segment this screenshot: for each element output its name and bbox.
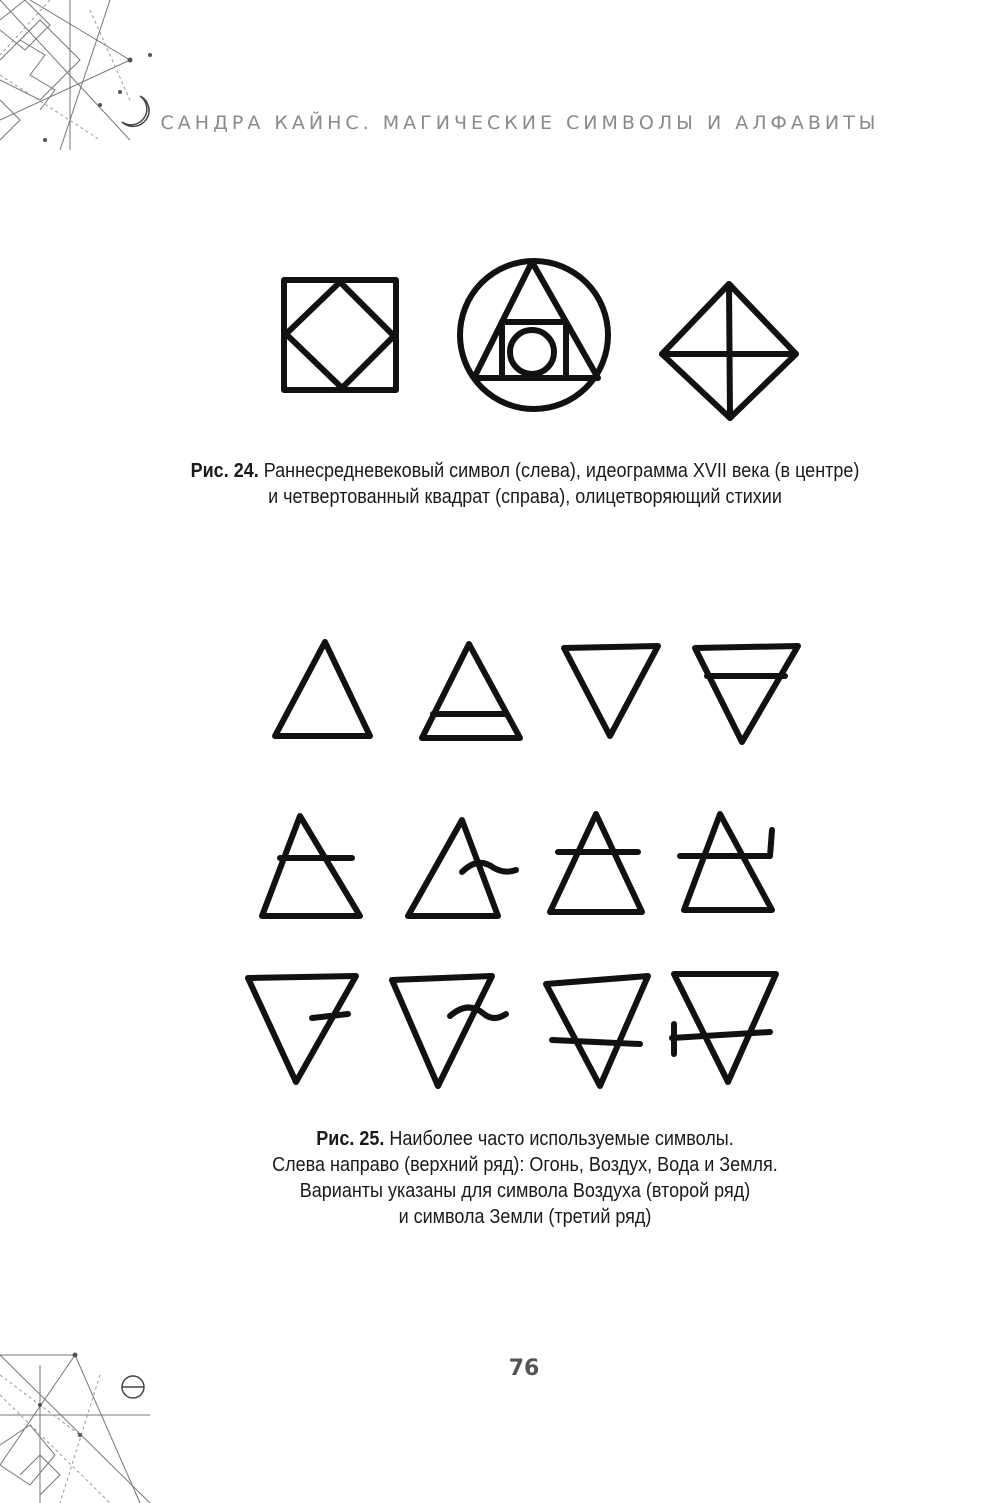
earth-variant-1 bbox=[248, 976, 356, 1082]
figure-25-caption-line4: и символа Земли (третий ряд) bbox=[398, 1206, 652, 1228]
earth-variant-4 bbox=[672, 974, 776, 1082]
square-with-diamond-symbol bbox=[284, 280, 396, 390]
figure-25-caption-line1: Наиболее часто используемые символы. bbox=[384, 1128, 734, 1150]
air-variant-4 bbox=[680, 814, 772, 910]
figure-24-caption-line1: Раннесредневековый символ (слева), идеограмма XVII века (в центре) bbox=[258, 460, 860, 482]
air-variant-1 bbox=[262, 816, 360, 916]
water-symbol bbox=[564, 646, 658, 736]
quartered-diamond-symbol bbox=[662, 284, 796, 418]
geometric-ornament-bottom-icon bbox=[0, 1345, 160, 1503]
figure-24-symbols bbox=[270, 250, 810, 430]
figure-25-label: Рис. 25. bbox=[316, 1128, 385, 1150]
figure-25-caption-line3: Варианты указаны для символа Воздуха (второй ряд) bbox=[299, 1180, 751, 1202]
earth-variant-3 bbox=[546, 976, 648, 1086]
fire-symbol bbox=[275, 642, 370, 736]
circle-triangle-square-circle-symbol bbox=[460, 261, 608, 409]
figure-25-caption-line2: Слева направо (верхний ряд): Огонь, Воздух, Вода и Земля. bbox=[272, 1154, 778, 1176]
air-symbol bbox=[422, 644, 520, 738]
earth-variant-2 bbox=[392, 976, 506, 1086]
air-variant-3 bbox=[550, 814, 642, 912]
air-variant-2 bbox=[408, 820, 516, 916]
earth-symbol bbox=[695, 646, 798, 742]
figure-25-caption bbox=[125, 1126, 926, 1230]
running-header: САНДРА КАЙНС. МАГИЧЕСКИЕ СИМВОЛЫ И АЛФАВИТЫ bbox=[160, 112, 880, 134]
figure-25-element-symbols bbox=[240, 630, 810, 1090]
figure-24-caption-line2: и четвертованный квадрат (справа), олицетворяющий стихии bbox=[268, 486, 782, 508]
page-number: 76 bbox=[508, 1356, 540, 1381]
figure-24-caption bbox=[161, 458, 890, 510]
figure-24-label: Рис. 24. bbox=[190, 460, 259, 482]
